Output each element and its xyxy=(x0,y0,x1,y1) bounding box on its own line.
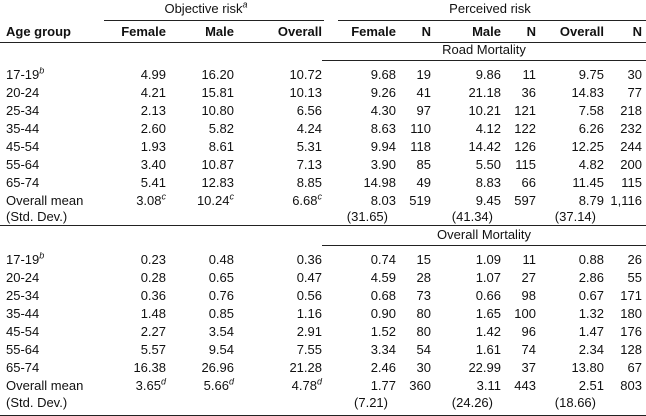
cell-per-overall-n: 176 xyxy=(620,324,642,339)
footnote-mark: c xyxy=(317,191,322,202)
overall-title-rule xyxy=(322,245,646,246)
cell-obj-male: 10.87 xyxy=(201,157,234,172)
cell-obj-female: 16.38 xyxy=(133,360,166,375)
overall-mortality-title: Overall Mortality xyxy=(437,227,531,242)
cell-per-overall: 2.86 xyxy=(578,270,604,285)
col-per-female-n: N xyxy=(421,24,431,39)
cell-per-overall-n: 200 xyxy=(620,157,642,172)
cell-obj-male: 5.82 xyxy=(208,121,234,136)
cell-obj-male: 10.80 xyxy=(201,103,234,118)
mean-obj-male xyxy=(166,377,234,395)
cell-per-male-n: 27 xyxy=(521,270,536,285)
cell-per-male: 14.42 xyxy=(468,139,501,154)
cell-per-overall: 1.32 xyxy=(578,306,604,321)
table-row xyxy=(0,341,646,359)
age-group-label: 25-34 xyxy=(6,103,40,118)
cell-obj-overall: 6.56 xyxy=(296,103,322,118)
age-group-label: 35-44 xyxy=(6,121,40,136)
age-group-cell xyxy=(6,287,39,305)
cell-per-female-n: 28 xyxy=(416,270,431,285)
mean-per-female-n: 360 xyxy=(409,378,431,393)
mean-obj-overall-value: 6.68 xyxy=(292,193,318,208)
cell-obj-male: 9.54 xyxy=(208,342,234,357)
cell-obj-overall: 5.31 xyxy=(296,139,322,154)
cell-obj-overall: 7.13 xyxy=(296,157,322,172)
cell-per-male-n: 66 xyxy=(521,175,536,190)
age-group-cell xyxy=(6,305,39,323)
cell-obj-overall: 2.91 xyxy=(296,324,322,339)
std-dev-label: (Std. Dev.) xyxy=(6,395,68,410)
cell-per-male-n: 100 xyxy=(514,306,536,321)
cell-per-overall: 2.34 xyxy=(578,342,604,357)
cell-per-female-n: 80 xyxy=(416,306,431,321)
col-obj-overall: Overall xyxy=(277,24,322,39)
mean-per-overall: 8.79 xyxy=(578,193,604,208)
cell-per-female: 3.90 xyxy=(370,157,396,172)
cell-obj-overall: 0.47 xyxy=(296,270,322,285)
mean-per-male-n: 443 xyxy=(514,378,536,393)
age-group-label: 17-19 xyxy=(6,67,40,82)
cell-obj-male: 12.83 xyxy=(201,175,234,190)
cell-per-female-n: 80 xyxy=(416,324,431,339)
cell-per-male-n: 37 xyxy=(521,360,536,375)
cell-obj-female: 0.36 xyxy=(140,288,166,303)
cell-per-overall: 11.45 xyxy=(572,175,604,190)
cell-per-overall: 12.25 xyxy=(571,139,604,154)
age-group-cell xyxy=(6,66,44,84)
cell-per-male: 22.99 xyxy=(468,360,501,375)
cell-per-male: 1.61 xyxy=(475,342,501,357)
age-group-label: 35-44 xyxy=(6,306,40,321)
age-group-label: 17-19 xyxy=(6,252,40,267)
age-group-cell xyxy=(6,174,39,192)
cell-obj-female: 0.23 xyxy=(140,252,166,267)
col-obj-male: Male xyxy=(205,24,234,39)
cell-per-male: 21.18 xyxy=(468,85,501,100)
cell-obj-female: 4.99 xyxy=(140,67,166,82)
age-group-cell xyxy=(6,138,39,156)
cell-per-overall: 1.47 xyxy=(578,324,604,339)
cell-per-male-n: 115 xyxy=(515,157,536,172)
cell-per-overall-n: 232 xyxy=(620,121,642,136)
std-dev-row xyxy=(0,394,646,412)
cell-obj-female: 2.60 xyxy=(140,121,166,136)
cell-per-male: 0.66 xyxy=(475,288,501,303)
footnote-mark: d xyxy=(316,376,322,387)
cell-obj-female: 2.27 xyxy=(140,324,166,339)
mean-per-female-n: 519 xyxy=(409,193,431,208)
cell-obj-male: 0.65 xyxy=(208,270,234,285)
cell-per-female-n: 54 xyxy=(416,342,431,357)
sd-per-female: (31.65) xyxy=(346,209,388,224)
cell-obj-overall: 1.16 xyxy=(296,306,322,321)
cell-per-overall: 6.26 xyxy=(578,121,604,136)
mean-per-female: 1.77 xyxy=(370,378,396,393)
objective-risk-header: Objective risk$^a$ xyxy=(164,0,248,16)
cell-per-female-n: 110 xyxy=(410,121,431,136)
cell-per-male-n: 98 xyxy=(521,288,536,303)
cell-per-female: 2.46 xyxy=(370,360,396,375)
cell-per-female: 9.68 xyxy=(370,67,396,82)
age-group-cell xyxy=(6,269,39,287)
cell-per-female: 0.90 xyxy=(370,306,396,321)
table-row xyxy=(0,323,646,341)
cell-obj-female: 0.28 xyxy=(140,270,166,285)
cell-obj-male: 26.96 xyxy=(201,360,234,375)
cell-obj-overall: 10.72 xyxy=(289,67,322,82)
cell-obj-male: 0.76 xyxy=(208,288,234,303)
cell-per-female-n: 97 xyxy=(416,103,431,118)
mean-obj-overall-value: 4.78 xyxy=(291,378,317,393)
cell-per-male-n: 121 xyxy=(514,103,536,118)
cell-per-overall: 7.58 xyxy=(578,103,604,118)
table-row xyxy=(0,251,646,269)
cell-per-overall-n: 171 xyxy=(620,288,642,303)
cell-obj-male: 16.20 xyxy=(201,67,234,82)
col-age-group: Age group xyxy=(6,24,71,39)
objective-header-rule xyxy=(104,20,324,21)
mean-obj-male-value: 10.24 xyxy=(196,193,230,208)
table-row xyxy=(0,66,646,84)
table-row xyxy=(0,269,646,287)
cell-per-female-n: 19 xyxy=(416,67,431,82)
col-per-male: Male xyxy=(472,24,501,39)
age-group-label: 20-24 xyxy=(6,270,40,285)
footnote-mark: d xyxy=(228,376,234,387)
cell-per-overall: 4.82 xyxy=(578,157,604,172)
sd-per-overall: (37.14) xyxy=(554,209,596,224)
overall-mortality-section-title xyxy=(0,226,646,244)
perceived-risk-header: Perceived risk xyxy=(449,1,531,16)
cell-obj-male: 15.81 xyxy=(201,85,234,100)
cell-per-male: 10.21 xyxy=(468,103,501,118)
cell-per-overall-n: 30 xyxy=(627,67,642,82)
age-group-cell xyxy=(6,156,39,174)
table-row xyxy=(0,305,646,323)
sd-per-female: (7.21) xyxy=(354,395,388,410)
cell-per-overall-n: 218 xyxy=(620,103,642,118)
mean-per-overall-n: 1,116 xyxy=(610,193,642,208)
road-title-rule xyxy=(322,60,646,61)
mean-obj-female-value: 3.08 xyxy=(136,193,162,208)
cell-per-female-n: 118 xyxy=(410,139,431,154)
sd-per-overall: (18.66) xyxy=(554,395,596,410)
cell-per-female: 9.26 xyxy=(370,85,396,100)
cell-per-overall: 13.80 xyxy=(571,360,604,375)
column-header-row xyxy=(0,23,646,41)
mean-per-male-n: 597 xyxy=(514,193,536,208)
cell-per-overall-n: 180 xyxy=(620,306,642,321)
table-row xyxy=(0,359,646,377)
cell-per-female: 0.68 xyxy=(370,288,396,303)
cell-per-female: 9.94 xyxy=(370,139,396,154)
mean-obj-male-value: 5.66 xyxy=(203,378,229,393)
age-group-cell xyxy=(6,120,39,138)
mean-per-female: 8.03 xyxy=(370,193,396,208)
cell-per-female-n: 85 xyxy=(416,157,431,172)
sd-per-male: (24.26) xyxy=(451,395,493,410)
age-group-label: 65-74 xyxy=(6,360,40,375)
cell-obj-overall: 0.36 xyxy=(296,252,322,267)
cell-per-female: 3.34 xyxy=(370,342,396,357)
cell-per-female: 0.74 xyxy=(370,252,396,267)
footnote-mark: d xyxy=(160,376,166,387)
col-per-female: Female xyxy=(351,24,396,39)
footnote-mark: c xyxy=(161,191,166,202)
cell-per-female-n: 30 xyxy=(416,360,431,375)
cell-per-male: 1.42 xyxy=(475,324,501,339)
footnote-mark: c xyxy=(229,191,234,202)
sd-per-male: (41.34) xyxy=(451,209,493,224)
cell-obj-male: 0.85 xyxy=(208,306,234,321)
col-obj-female: Female xyxy=(121,24,166,39)
cell-obj-female: 1.48 xyxy=(140,306,166,321)
cell-per-male: 4.12 xyxy=(475,121,501,136)
cell-per-overall-n: 26 xyxy=(627,252,642,267)
age-group-label: 45-54 xyxy=(6,139,40,154)
std-dev-label: (Std. Dev.) xyxy=(6,209,68,224)
std-dev-row xyxy=(0,208,646,226)
cell-obj-overall: 21.28 xyxy=(289,360,322,375)
cell-per-male-n: 126 xyxy=(514,139,536,154)
cell-per-overall-n: 128 xyxy=(620,342,642,357)
cell-per-female: 8.63 xyxy=(370,121,396,136)
age-group-cell xyxy=(6,102,39,120)
cell-obj-female: 1.93 xyxy=(140,139,166,154)
cell-obj-overall: 0.56 xyxy=(296,288,322,303)
road-mortality-title: Road Mortality xyxy=(442,42,526,57)
cell-obj-overall: 10.13 xyxy=(289,85,322,100)
mean-per-overall-n: 803 xyxy=(620,378,642,393)
footnote-mark: b xyxy=(39,65,45,76)
group-header-row xyxy=(0,0,646,18)
cell-per-male-n: 122 xyxy=(514,121,536,136)
cell-per-male-n: 96 xyxy=(521,324,536,339)
cell-per-male-n: 74 xyxy=(521,342,536,357)
cell-per-male-n: 11 xyxy=(522,67,536,82)
mean-obj-overall xyxy=(234,377,322,395)
cell-per-female: 14.98 xyxy=(363,175,396,190)
cell-obj-overall: 4.24 xyxy=(296,121,322,136)
cell-obj-female: 5.57 xyxy=(140,342,166,357)
cell-per-male: 1.07 xyxy=(475,270,501,285)
cell-per-overall-n: 67 xyxy=(627,360,642,375)
age-group-label: 45-54 xyxy=(6,324,40,339)
cell-per-female: 4.30 xyxy=(370,103,396,118)
perceived-header-rule xyxy=(338,20,646,21)
overall-mean-label: Overall mean xyxy=(6,378,84,393)
col-per-overall: Overall xyxy=(559,24,604,39)
table-row xyxy=(0,138,646,156)
cell-per-overall: 14.83 xyxy=(571,85,604,100)
col-per-male-n: N xyxy=(526,24,536,39)
age-group-cell xyxy=(6,84,39,102)
cell-per-overall-n: 115 xyxy=(621,175,642,190)
cell-obj-male: 8.61 xyxy=(208,139,234,154)
table-row xyxy=(0,287,646,305)
cell-per-female-n: 73 xyxy=(416,288,431,303)
cell-per-female: 4.59 xyxy=(370,270,396,285)
mean-per-male: 9.45 xyxy=(475,193,501,208)
cell-obj-female: 5.41 xyxy=(140,175,166,190)
cell-per-male: 1.09 xyxy=(475,252,501,267)
age-group-label: 25-34 xyxy=(6,288,40,303)
cell-per-female-n: 49 xyxy=(416,175,431,190)
cell-per-male: 5.50 xyxy=(475,157,501,172)
cell-obj-overall: 8.85 xyxy=(296,175,322,190)
age-group-cell xyxy=(6,359,39,377)
cell-per-overall: 0.67 xyxy=(578,288,604,303)
cell-per-male-n: 36 xyxy=(521,85,536,100)
cell-per-female-n: 41 xyxy=(416,85,431,100)
mean-obj-female xyxy=(100,377,166,395)
cell-per-male-n: 11 xyxy=(522,252,536,267)
footnote-mark: b xyxy=(39,250,45,261)
cell-obj-female: 2.13 xyxy=(140,103,166,118)
cell-per-male: 8.83 xyxy=(475,175,501,190)
cell-per-overall-n: 55 xyxy=(627,270,642,285)
table-row xyxy=(0,174,646,192)
cell-per-overall-n: 244 xyxy=(620,139,642,154)
mean-per-male: 3.11 xyxy=(476,378,501,393)
cell-per-female-n: 15 xyxy=(416,252,431,267)
mean-obj-female-value: 3.65 xyxy=(135,378,161,393)
age-group-cell xyxy=(6,341,39,359)
table-row xyxy=(0,156,646,174)
cell-per-overall-n: 77 xyxy=(627,85,642,100)
road-mortality-section-title xyxy=(0,41,646,59)
age-group-label: 20-24 xyxy=(6,85,40,100)
table-row xyxy=(0,120,646,138)
col-per-overall-n: N xyxy=(632,24,642,39)
cell-obj-female: 3.40 xyxy=(140,157,166,172)
age-group-label: 65-74 xyxy=(6,175,40,190)
cell-per-overall: 9.75 xyxy=(578,67,604,82)
table-row xyxy=(0,84,646,102)
cell-obj-male: 3.54 xyxy=(208,324,234,339)
cell-per-female: 1.52 xyxy=(370,324,396,339)
overall-mean-row xyxy=(0,377,646,395)
overall-mean-label: Overall mean xyxy=(6,193,84,208)
cell-obj-male: 0.48 xyxy=(208,252,234,267)
age-group-cell xyxy=(6,323,39,341)
mean-per-overall: 2.51 xyxy=(578,378,604,393)
cell-per-male: 9.86 xyxy=(475,67,501,82)
cell-obj-female: 4.21 xyxy=(140,85,166,100)
table-row xyxy=(0,102,646,120)
cell-per-overall: 0.88 xyxy=(578,252,604,267)
age-group-label: 55-64 xyxy=(6,157,40,172)
cell-per-male: 1.65 xyxy=(475,306,501,321)
cell-obj-overall: 7.55 xyxy=(296,342,322,357)
age-group-label: 55-64 xyxy=(6,342,40,357)
age-group-cell xyxy=(6,251,44,269)
